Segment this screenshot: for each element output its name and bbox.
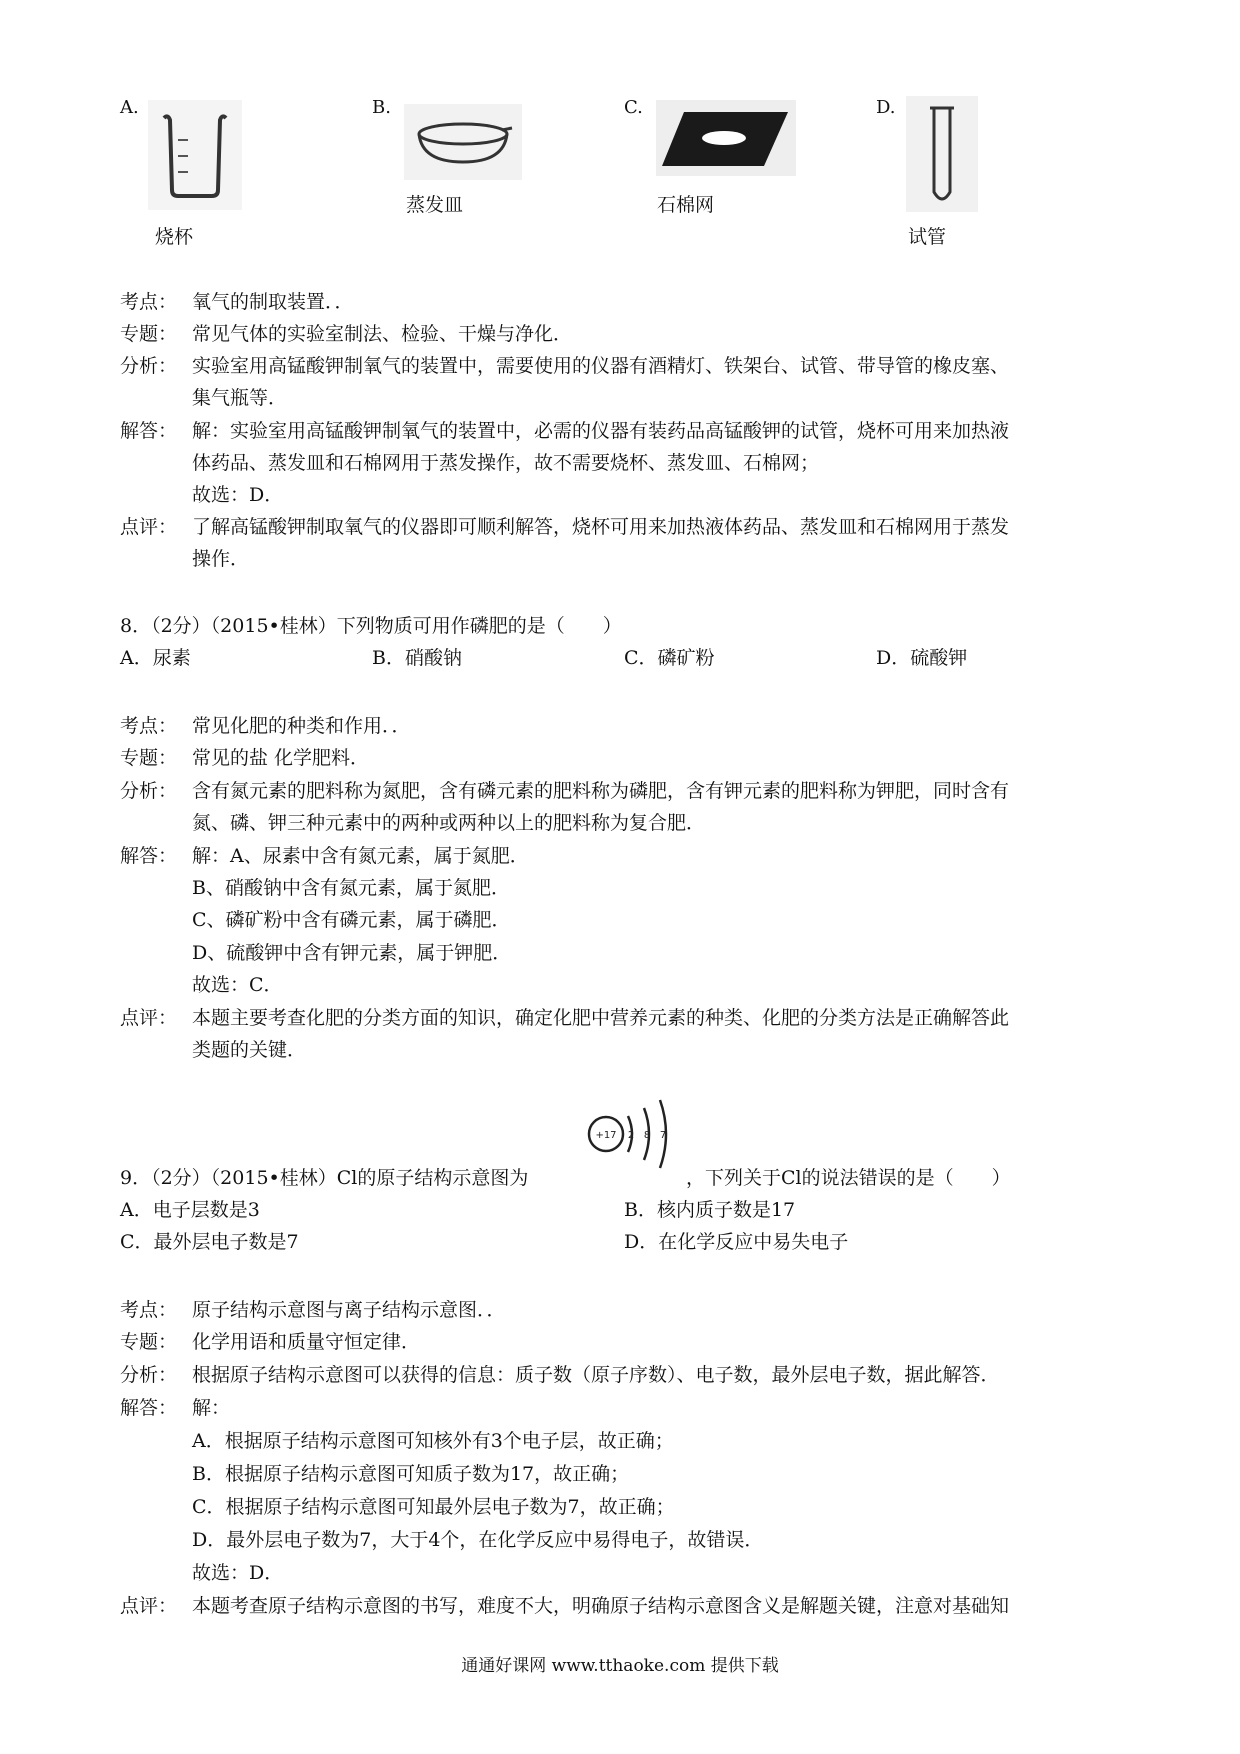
q9-stem-before: 9．（2分）（2015•桂林）Cl的原子结构示意图为: [120, 1167, 529, 1189]
atom-shell-1-count: 2: [627, 1130, 635, 1141]
q9-jieda-line1: 解：: [192, 1397, 231, 1419]
asbestos-gauze-caption: 石棉网: [657, 194, 715, 216]
q9-stem-after: ，下列关于Cl的说法错误的是（ ）: [686, 1167, 1011, 1189]
q9-dianping-text: 本题考查原子结构示意图的书写，难度不大，明确原子结构示意图含义是解题关键，注意对基础知: [192, 1595, 1010, 1617]
q7-zhuanti-text: 常见气体的实验室制法、检验、干燥与净化．: [192, 323, 573, 345]
q8-option-b: B．硝酸钠: [372, 647, 462, 669]
q7-dianping-label: 点评：: [120, 516, 178, 538]
q7-jieda-line3: 故选：D．: [192, 484, 284, 506]
q7-kaodian-label: 考点：: [120, 291, 178, 313]
q8-fenxi-line1: 含有氮元素的肥料称为氮肥，含有磷元素的肥料称为磷肥，含有钾元素的肥料称为钾肥，同时含有: [192, 780, 1010, 802]
q7-jieda-line1: 解：实验室用高锰酸钾制氧气的装置中，必需的仪器有装药品高锰酸钾的试管，烧杯可用来加热液: [192, 420, 1010, 442]
option-d-letter: D.: [876, 97, 896, 118]
q8-kaodian-label: 考点：: [120, 715, 178, 737]
q8-zhuanti-label: 专题：: [120, 747, 178, 769]
q7-jieda-line2: 体药品、蒸发皿和石棉网用于蒸发操作，故不需要烧杯、蒸发皿、石棉网；: [192, 452, 820, 474]
q9-jieda-line4: C．根据原子结构示意图可知最外层电子数为7，故正确；: [192, 1496, 675, 1518]
q9-kaodian-text: 原子结构示意图与离子结构示意图．．: [192, 1299, 506, 1321]
q9-jieda-line3: B．根据原子结构示意图可知质子数为17，故正确；: [192, 1463, 630, 1485]
q8-kaodian-text: 常见化肥的种类和作用．．: [192, 715, 411, 737]
atom-nucleus-charge: +17: [595, 1130, 617, 1141]
q7-fenxi-label: 分析：: [120, 355, 178, 377]
q9-option-c: C．最外层电子数是7: [120, 1231, 299, 1253]
atom-shell-2-count: 8: [643, 1130, 651, 1141]
q8-fenxi-line2: 氮、磷、钾三种元素中的两种或两种以上的肥料称为复合肥．: [192, 812, 706, 834]
q7-zhuanti-label: 专题：: [120, 323, 178, 345]
q9-fenxi-label: 分析：: [120, 1364, 178, 1386]
q9-jieda-line5: D．最外层电子数为7，大于4个，在化学反应中易得电子，故错误．: [192, 1529, 764, 1551]
q8-dianping-line2: 类题的关键．: [192, 1039, 307, 1061]
page-footer: 通通好课网 www.tthaoke.com 提供下载: [461, 1656, 779, 1676]
q7-kaodian-text: 氧气的制取装置．．: [192, 291, 354, 313]
option-a-letter: A.: [120, 97, 139, 118]
q8-jieda-line3: C、磷矿粉中含有磷元素，属于磷肥．: [192, 909, 511, 931]
beaker-caption: 烧杯: [155, 226, 194, 248]
q8-jieda-label: 解答：: [120, 845, 178, 867]
q7-fenxi-line2: 集气瓶等．: [192, 387, 288, 409]
q7-jieda-label: 解答：: [120, 420, 178, 442]
option-c-letter: C.: [624, 97, 643, 118]
q8-dianping-label: 点评：: [120, 1007, 178, 1029]
q9-option-d: D．在化学反应中易失电子: [624, 1231, 849, 1253]
q9-dianping-label: 点评：: [120, 1595, 178, 1617]
q7-dianping-line1: 了解高锰酸钾制取氧气的仪器即可顺利解答，烧杯可用来加热液体药品、蒸发皿和石棉网用于蒸发: [192, 516, 1010, 538]
q9-kaodian-label: 考点：: [120, 1299, 178, 1321]
chlorine-atom-structure-diagram: [584, 1098, 680, 1174]
q8-option-d: D．硫酸钾: [876, 647, 968, 669]
test-tube-caption: 试管: [908, 226, 947, 248]
q9-jieda-label: 解答：: [120, 1397, 178, 1419]
q9-option-a: A．电子层数是3: [120, 1199, 260, 1221]
atom-shell-3-count: 7: [659, 1130, 667, 1141]
q7-dianping-line2: 操作．: [192, 548, 250, 570]
test-tube-image: [906, 96, 978, 212]
q9-fenxi-text: 根据原子结构示意图可以获得的信息：质子数（原子序数）、电子数，最外层电子数，据此解答．: [192, 1364, 1000, 1386]
q9-zhuanti-text: 化学用语和质量守恒定律．: [192, 1331, 421, 1353]
q8-dianping-line1: 本题主要考查化肥的分类方面的知识，确定化肥中营养元素的种类、化肥的分类方法是正确解答此: [192, 1007, 1010, 1029]
q8-jieda-line5: 故选：C．: [192, 974, 283, 996]
q8-jieda-line2: B、硝酸钠中含有氮元素，属于氮肥．: [192, 877, 510, 899]
q9-jieda-line2: A．根据原子结构示意图可知核外有3个电子层，故正确；: [192, 1430, 674, 1452]
beaker-image: [148, 100, 242, 210]
q8-stem: 8．（2分）（2015•桂林）下列物质可用作磷肥的是（ ）: [120, 615, 622, 637]
evaporating-dish-image: [404, 104, 522, 180]
q8-option-c: C．磷矿粉: [624, 647, 715, 669]
q8-jieda-line4: D、硫酸钾中含有钾元素，属于钾肥．: [192, 942, 512, 964]
q9-jieda-line6: 故选：D．: [192, 1562, 284, 1584]
q9-zhuanti-label: 专题：: [120, 1331, 178, 1353]
q8-zhuanti-text: 常见的盐 化学肥料．: [192, 747, 370, 769]
q8-jieda-line1: 解：A、尿素中含有氮元素，属于氮肥．: [192, 845, 529, 867]
asbestos-gauze-image: [656, 100, 796, 176]
q7-fenxi-line1: 实验室用高锰酸钾制氧气的装置中，需要使用的仪器有酒精灯、铁架台、试管、带导管的橡皮塞、: [192, 355, 1010, 377]
option-b-letter: B.: [372, 97, 391, 118]
q9-option-b: B．核内质子数是17: [624, 1199, 796, 1221]
evaporating-dish-caption: 蒸发皿: [406, 194, 464, 216]
q8-option-a: A．尿素: [120, 647, 191, 669]
q8-fenxi-label: 分析：: [120, 780, 178, 802]
